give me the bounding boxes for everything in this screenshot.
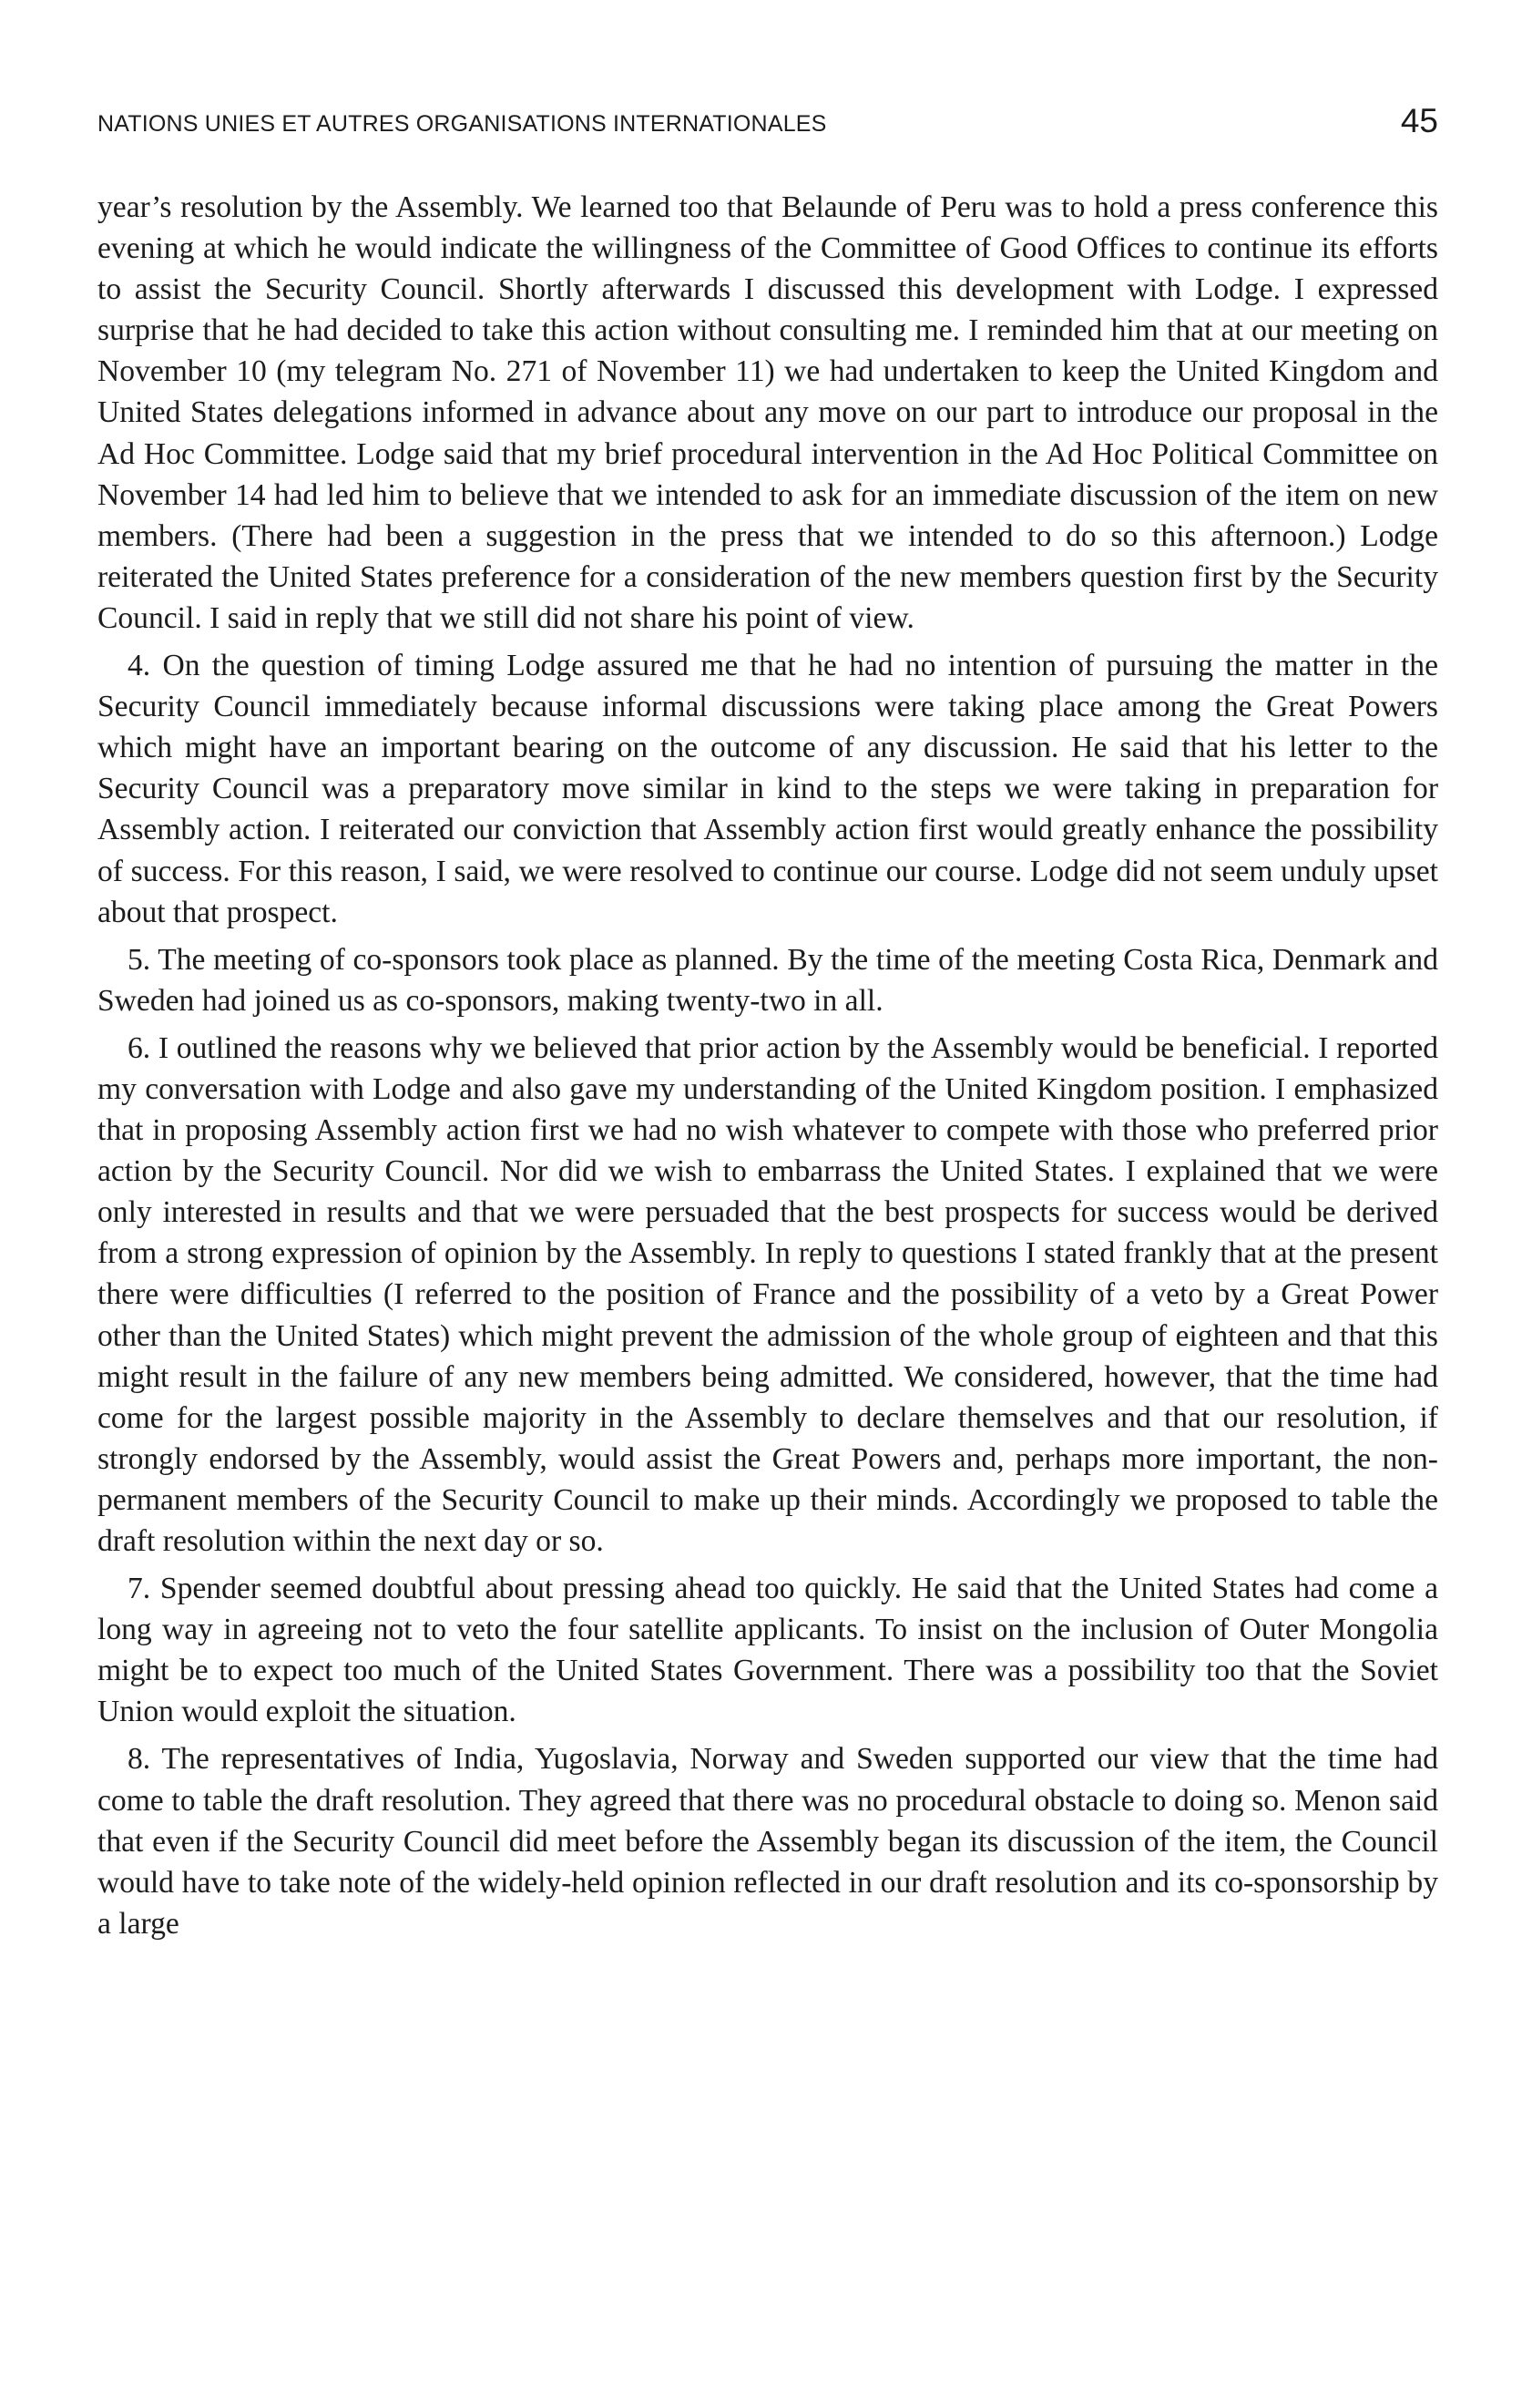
paragraph-7: 7. Spender seemed doubtful about pressing ahead too quickly. He said that the United States had come a long way in agreeing not to veto the four satellite applicants. To insist on the inclusion of Outer Mongolia might be to expect too much of the United States Government. There was a possibility too that the Soviet Union would exploit the situation. xyxy=(97,1572,1438,1729)
page-number: 45 xyxy=(1400,102,1438,139)
paragraph-6: 6. I outlined the reasons why we believed that prior action by the Assembly would be beneficial. I reported my conversation with Lodge and also gave my understanding of the United Kingdom position. I emphasized that in proposing Assembly action first we had no wish whatever to compete with those who preferred prior action by the Security Council. Nor did we wish to embarrass the United States. I explained that we were only interested in results and that we were persuaded that the best prospects for success would be derived from a strong expression of opinion by the Assembly. In reply to questions I stated frankly that at the present there were difficulties (I referred to the position of France and the possibility of a veto by a Great Power other than the United States) which might prevent the admission of the whole group of eighteen and that this might result in the failure of any new members being admitted. We considered, however, that the time had come for the largest possible majority in the Assembly to declare themselves and that our resolution, if strongly endorsed by the Assembly, would assist the Great Powers and, perhaps more important, the non-permanent members of the Security Council to make up their minds. Accordingly we proposed to table the draft resolution within the next day or so. xyxy=(97,1030,1438,1558)
running-header xyxy=(97,102,1438,148)
paragraph-4: 4. On the question of timing Lodge assured me that he had no intention of pursuing the matter in the Security Council immediately because informal discussions were taking place among the Great Powers which might have an important bearing on the outcome of any discussion. He said that his letter to the Security Council was a preparatory move similar in kind to the steps we were taking in preparation for Assembly action. I reiterated our conviction that Assembly action first would greatly enhance the possibility of success. For this reason, I said, we were resolved to continue our course. Lodge did not seem unduly upset about that prospect. xyxy=(97,649,1438,929)
header-title: NATIONS UNIES ET AUTRES ORGANISATIONS INTERNATIONALES xyxy=(97,111,827,137)
paragraph-continuation: year’s resolution by the Assembly. We learned too that Belaunde of Peru was to hold a press conference this evening at which he would indicate the willingness of the Committee of Good Offices to continue its efforts to assist the Security Council. Shortly afterwards I discussed this development with Lodge. I expressed surprise that he had decided to take this action without consulting me. I reminded him that at our meeting on November 10 (my telegram No. 271 of November 11) we had undertaken to keep the United Kingdom and United States delegations informed in advance about any move on our part to introduce our proposal in the Ad Hoc Committee. Lodge said that my brief procedural intervention in the Ad Hoc Political Committee on November 14 had led him to believe that we intended to ask for an immediate discussion of the item on new members. (There had been a suggestion in the press that we intended to do so this afternoon.) Lodge reiterated the United States preference for a consideration of the new members question first by the Security Council. I said in reply that we still did not share his point of view. xyxy=(97,190,1438,635)
paragraph-5: 5. The meeting of co-sponsors took place as planned. By the time of the meeting Costa Rica, Denmark and Sweden had joined us as co-sponsors, making twenty-two in all. xyxy=(97,942,1438,1018)
paragraph-8: 8. The representatives of India, Yugoslavia, Norway and Sweden supported our view that the time had come to table the draft resolution. They agreed that there was no procedural obstacle to doing so. Menon said that even if the Security Council did meet before the Assembly began its discussion of the item, the Council would have to take note of the widely-held opinion reflected in our draft resolution and its co-sponsorship by a large xyxy=(97,1742,1438,1941)
body-text xyxy=(97,187,1438,1944)
